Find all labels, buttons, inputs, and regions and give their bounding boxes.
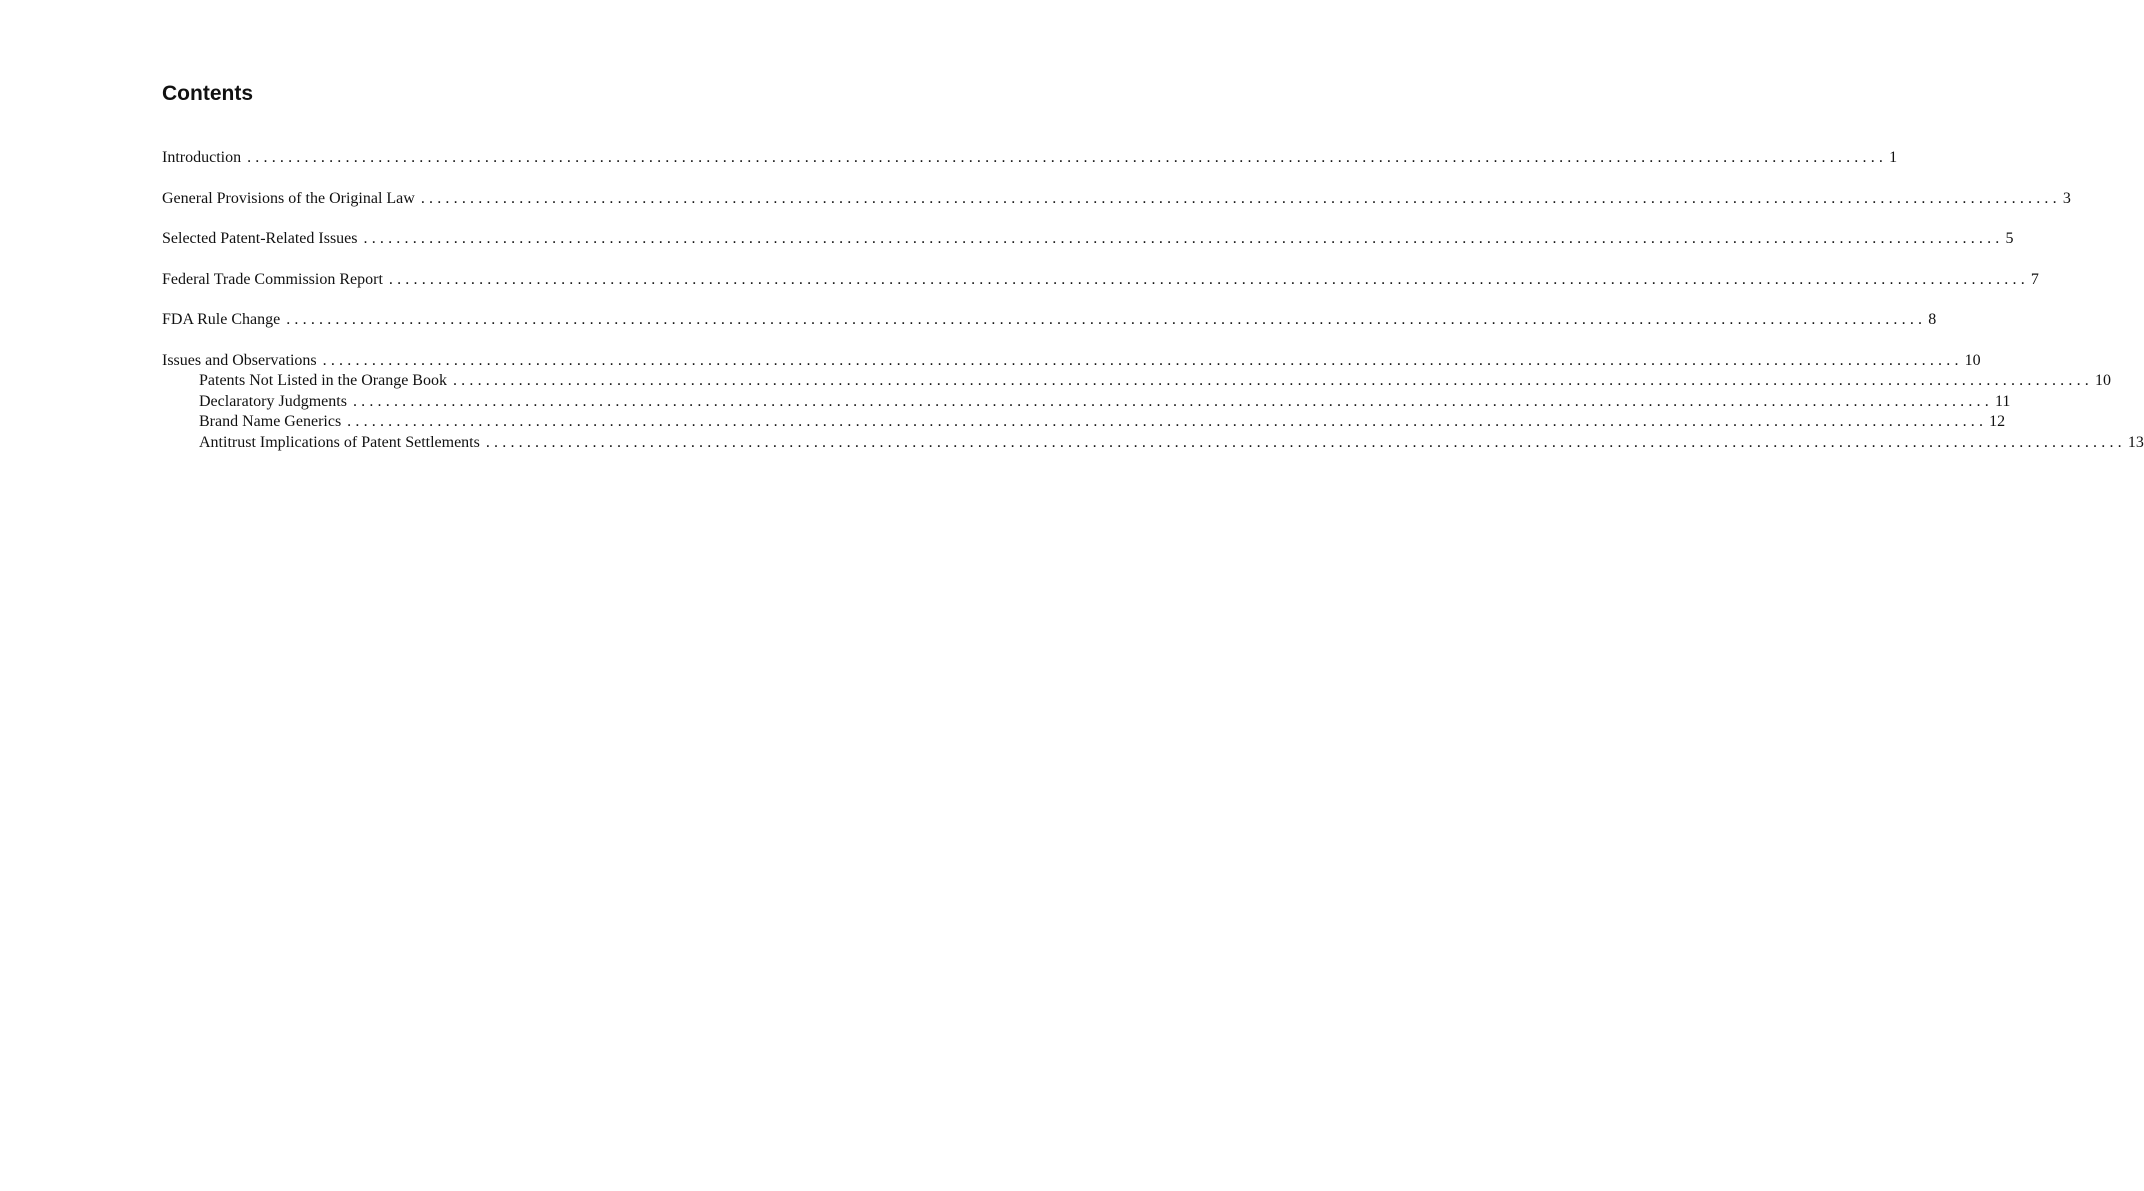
toc-page-number: 8 bbox=[1928, 311, 1937, 328]
toc-page-number: 10 bbox=[2094, 372, 2111, 389]
toc-page-number: 3 bbox=[2062, 189, 2071, 207]
toc-entry-issues-observations[interactable] bbox=[162, 351, 1981, 372]
dot-leader: ........................................................................................................................................................................................................ bbox=[363, 230, 2004, 247]
dot-leader: ........................................................................................................................................................................................................ bbox=[247, 149, 1888, 166]
toc-subentry-antitrust-implications[interactable] bbox=[162, 433, 2144, 454]
toc-entry-title: General Provisions of the Original Law bbox=[162, 189, 415, 207]
dot-leader: ........................................................................................................................................................................................................ bbox=[322, 351, 1963, 369]
toc-entry-introduction[interactable] bbox=[162, 148, 1898, 169]
toc-page-number: 10 bbox=[1964, 351, 1981, 369]
toc-page-number: 11 bbox=[1994, 392, 2011, 410]
toc-entry-title: Declaratory Judgments bbox=[199, 392, 347, 410]
toc-page-number: 1 bbox=[1889, 149, 1898, 166]
page-title: Contents bbox=[162, 82, 253, 105]
toc-page-number: 13 bbox=[2127, 433, 2144, 451]
toc-subentry-declaratory-judgments[interactable] bbox=[162, 392, 2011, 413]
toc-page-number: 5 bbox=[2005, 230, 2014, 247]
toc-entry-title: Introduction bbox=[162, 149, 242, 166]
toc-entry-title: Issues and Observations bbox=[162, 351, 317, 369]
toc-entry-title: Brand Name Generics bbox=[199, 413, 342, 430]
dot-leader: ........................................................................................................................................................................................................ bbox=[388, 270, 2029, 288]
dot-leader: ........................................................................................................................................................................................................ bbox=[485, 433, 2126, 451]
toc-entry-title: Selected Patent-Related Issues bbox=[162, 230, 358, 247]
toc-page-number: 12 bbox=[1989, 413, 2006, 430]
toc-entry-patent-related-issues[interactable] bbox=[162, 229, 2014, 250]
dot-leader: ........................................................................................................................................................................................................ bbox=[286, 311, 1927, 328]
toc-page-number: 7 bbox=[2030, 270, 2039, 288]
toc-entry-title: Antitrust Implications of Patent Settlements bbox=[199, 433, 480, 451]
toc-subentry-orange-book[interactable] bbox=[162, 371, 2111, 392]
table-of-contents bbox=[162, 148, 2144, 453]
toc-entry-title: Federal Trade Commission Report bbox=[162, 270, 383, 288]
toc-entry-fda-rule-change[interactable] bbox=[162, 310, 1937, 331]
contents-page bbox=[162, 80, 2144, 453]
toc-entry-ftc-report[interactable] bbox=[162, 270, 2039, 291]
dot-leader: ........................................................................................................................................................................................................ bbox=[420, 189, 2061, 207]
toc-entry-general-provisions[interactable] bbox=[162, 189, 2071, 210]
toc-entry-title: Patents Not Listed in the Orange Book bbox=[199, 372, 447, 389]
toc-entry-title: FDA Rule Change bbox=[162, 311, 281, 328]
dot-leader: ........................................................................................................................................................................................................ bbox=[352, 392, 1993, 410]
toc-subentry-brand-name-generics[interactable] bbox=[162, 412, 2006, 433]
dot-leader: ........................................................................................................................................................................................................ bbox=[452, 372, 2093, 389]
dot-leader: ........................................................................................................................................................................................................ bbox=[347, 413, 1988, 430]
